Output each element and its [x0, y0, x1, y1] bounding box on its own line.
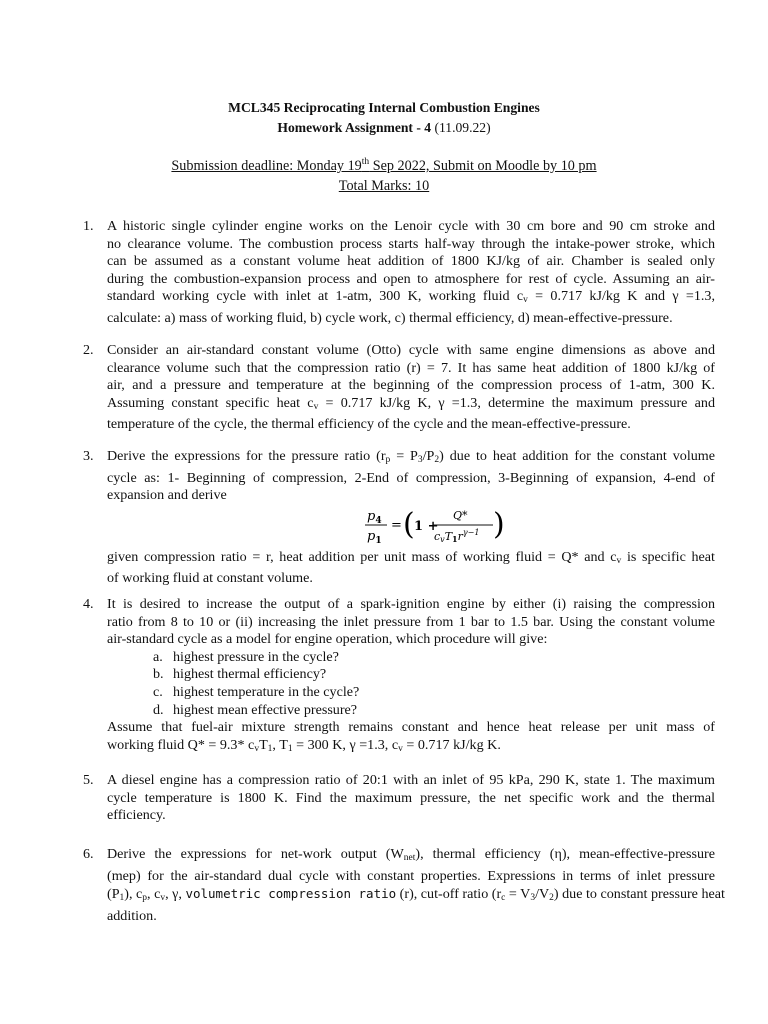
- subscript: v: [398, 743, 403, 754]
- list-text: highest temperature in the cycle?: [173, 683, 360, 700]
- question-line: air, and a pressure and temperature at the beginning of the compression process of 1-atm, 300 K.: [107, 377, 715, 394]
- text-run: standard working cycle with inlet at 1-atm, 300 K, working fluid c: [107, 288, 524, 305]
- question-body: [107, 772, 715, 825]
- subscript: v: [523, 295, 528, 306]
- eq-equals: =: [391, 517, 402, 533]
- eq-heat-q: Q*: [453, 508, 468, 522]
- subscript: 3: [417, 455, 423, 465]
- question-6: [83, 846, 725, 925]
- subscript: v: [313, 401, 319, 412]
- question-line: addition.: [107, 907, 157, 924]
- list-text: highest pressure in the cycle?: [173, 648, 339, 665]
- question-1: [83, 218, 715, 328]
- subscript: v: [616, 555, 622, 566]
- question-5: [83, 772, 715, 825]
- list-letter: a.: [153, 648, 163, 665]
- question-number: 6.: [83, 846, 94, 862]
- list-letter: d.: [153, 701, 164, 718]
- question-line: no clearance volume. The combustion process starts half-way through the intake-power stroke, which: [107, 235, 715, 252]
- question-line: clearance volume such that the compression ratio (r) = 7. It has same heat addition of 1800 kJ/kg of: [107, 359, 715, 376]
- text-run: (P: [107, 886, 120, 903]
- list-item: [153, 666, 715, 684]
- subscript: net: [403, 853, 416, 863]
- question-line: [107, 549, 715, 571]
- left-paren: (: [403, 506, 415, 542]
- list-item: [153, 684, 715, 702]
- subscript: 1: [119, 893, 125, 904]
- deadline-superscript: th: [361, 157, 370, 167]
- question-body: [107, 846, 725, 925]
- question-line: [107, 448, 715, 470]
- question-line: It is desired to increase the output of a spark-ignition engine by either (i) raising the compression: [107, 596, 715, 612]
- course-title: MCL345 Reciprocating Internal Combustion Engines: [228, 100, 540, 115]
- question-line: calculate: a) mass of working fluid, b) cycle work, c) thermal efficiency, d) mean-effective-pressure.: [107, 309, 673, 326]
- text-run: working fluid Q* = 9.3* c: [107, 736, 255, 753]
- question-line: A diesel engine has a compression ratio of 20:1 with an inlet of 95 kPa, 290 K, state 1. The maximum: [107, 772, 715, 788]
- deadline-text-end: Sep 2022, Submit on Moodle by 10 pm: [369, 158, 597, 174]
- question-line: (mep) for the air-standard dual cycle with constant properties. Expressions in terms of inlet pressure: [107, 867, 715, 884]
- text-run: , T: [272, 736, 288, 753]
- eq-denominator-p1: $p_1$: [367, 528, 382, 546]
- subscript: 2: [434, 455, 440, 465]
- question-line: expansion and derive: [107, 487, 227, 504]
- eq-numerator-p4: $p_4$: [367, 508, 382, 526]
- question-number: 4.: [83, 596, 94, 612]
- text-run: = 0.717 kJ/kg K, γ =1.3, determine the maximum pressure and: [318, 394, 715, 411]
- subscript: v: [160, 893, 166, 904]
- text-run: T: [259, 736, 268, 753]
- text-run: ) due to heat addition for the constant volume: [439, 448, 715, 464]
- eq-one-plus: 1 +: [414, 518, 439, 534]
- text-run: = 0.717 kJ/kg K.: [402, 736, 501, 753]
- question-body: [107, 596, 715, 758]
- question-2: [83, 342, 715, 434]
- subscript: 1: [287, 743, 293, 754]
- question-body: [107, 448, 715, 588]
- question-number: 5.: [83, 772, 94, 788]
- question-number: 2.: [83, 342, 94, 358]
- question-line: [107, 885, 725, 908]
- question-line: temperature of the cycle, the thermal efficiency of the cycle and the mean-effective-pressure.: [107, 416, 631, 433]
- question-line: [107, 737, 715, 759]
- subscript: p: [142, 893, 148, 904]
- question-line: during the combustion-expansion process and open to atmosphere for rest of cycle. Assuming an air-: [107, 270, 715, 287]
- list-item: [153, 649, 715, 667]
- deadline-text-start: Submission deadline: Monday 19: [171, 158, 362, 174]
- question-3: [83, 448, 715, 588]
- question-line: air-standard cycle as a model for engine operation, which procedure will give:: [107, 631, 548, 648]
- text-run: /V: [535, 886, 550, 903]
- question-line: [107, 395, 715, 417]
- question-number: 3.: [83, 448, 94, 464]
- question-line: can be assumed as a constant volume heat addition of 1800 KJ/kg of air. Chamber is sealed only: [107, 253, 715, 270]
- list-text: highest mean effective pressure?: [173, 701, 358, 718]
- question-number: 1.: [83, 218, 94, 234]
- list-item: [153, 702, 715, 720]
- question-line: efficiency.: [107, 807, 166, 824]
- text-run: /P: [422, 448, 435, 464]
- text-run: ), c: [124, 886, 143, 903]
- pressure-ratio-equation: [107, 505, 715, 549]
- subscript: 2: [549, 893, 554, 904]
- text-run: , γ,: [165, 886, 186, 903]
- list-text: highest thermal efficiency?: [173, 666, 327, 683]
- question-line: [107, 846, 715, 868]
- text-run: = P: [390, 448, 418, 464]
- list-letter: c.: [153, 683, 163, 700]
- submission-deadline: [0, 157, 768, 175]
- total-marks: [0, 178, 768, 195]
- text-run: = 0.717 kJ/kg K and γ =1.3,: [527, 288, 715, 305]
- question-line: A historic single cylinder engine works on the Lenoir cycle with 30 cm bore and 90 cm stroke and: [107, 218, 715, 234]
- text-run: = V: [505, 886, 531, 903]
- question-4: [83, 596, 715, 758]
- text-run: Derive the expressions for net-work output (W: [107, 846, 404, 862]
- text-run: Assuming constant specific heat c: [107, 394, 314, 411]
- question-line: Assume that fuel-air mixture strength remains constant and hence heat release per unit mass of: [107, 719, 715, 736]
- question-line: ratio from 8 to 10 or (ii) increasing the inlet pressure from 1 bar to 1.5 bar. Using the constant volume: [107, 613, 715, 630]
- question-line: of working fluid at constant volume.: [107, 570, 313, 587]
- text-run: ), thermal efficiency (η), mean-effective-pressure: [415, 846, 715, 862]
- eq-denominator: $cvT1r^{\gamma-1}$: [434, 527, 480, 544]
- question-body: [107, 342, 715, 434]
- text-run: given compression ratio = r, heat addition per unit mass of working fluid = Q* and c: [107, 548, 617, 565]
- question-line: cycle as: 1- Beginning of compression, 2-End of compression, 3-Beginning of expansion, 4-end of: [107, 469, 715, 486]
- text-run: volumetric compression ratio: [185, 886, 397, 902]
- right-paren: ): [493, 506, 505, 542]
- subscript: 1: [267, 743, 273, 754]
- text-run: (r), cut-off ratio (r: [396, 886, 502, 903]
- equation-graphic: [365, 505, 505, 549]
- sub-question-list: [107, 649, 715, 719]
- assignment-title: [0, 120, 768, 136]
- subscript: p: [385, 455, 391, 465]
- subscript: c: [501, 893, 506, 904]
- question-line: [107, 288, 715, 310]
- question-line: Consider an air-standard constant volume (Otto) cycle with same engine dimensions as above and: [107, 342, 715, 358]
- text-run: = 300 K, γ =1.3, c: [292, 736, 399, 753]
- text-run: , c: [147, 886, 161, 903]
- total-marks-text: Total Marks: 10: [338, 178, 430, 194]
- question-line: cycle temperature is 1800 K. Find the maximum pressure, the net specific work and the thermal: [107, 789, 715, 806]
- text-run: ) due to constant pressure heat: [553, 886, 725, 903]
- question-body: [107, 218, 715, 328]
- text-run: Derive the expressions for the pressure ratio (r: [107, 448, 386, 464]
- text-run: is specific heat: [621, 548, 715, 565]
- assignment-date: (11.09.22): [431, 120, 491, 135]
- list-letter: b.: [153, 666, 164, 683]
- subscript: v: [254, 743, 260, 754]
- subscript: 3: [530, 893, 536, 904]
- assignment-name: Homework Assignment - 4: [277, 120, 432, 135]
